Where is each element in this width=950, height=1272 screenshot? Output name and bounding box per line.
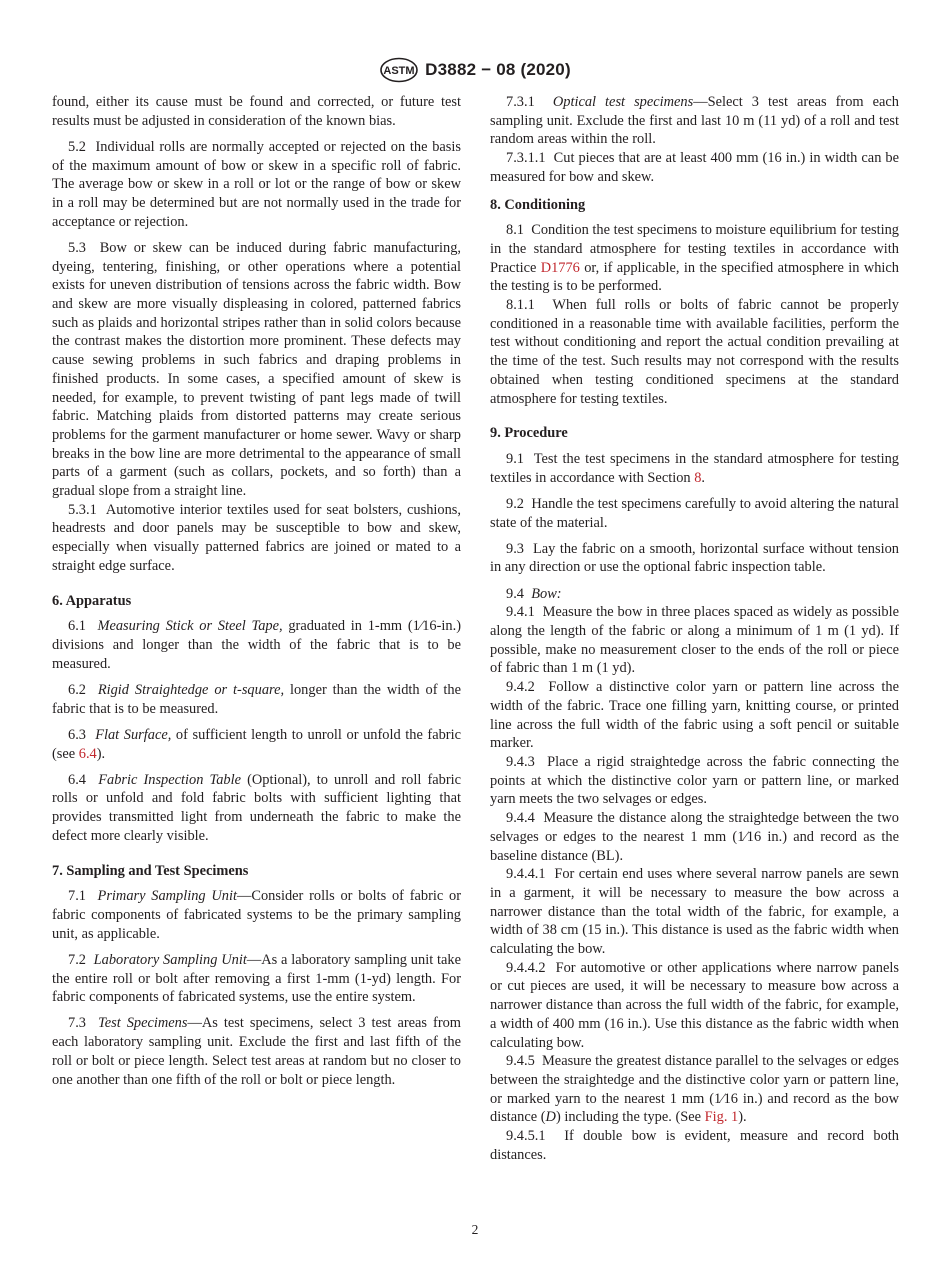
section-heading-8: 8. Conditioning [490, 196, 586, 213]
page-header [0, 57, 950, 83]
link-section-6-4[interactable]: 6.4 [78, 745, 97, 762]
section-heading-9: 9. Procedure [490, 425, 568, 442]
paragraph-9-3: 9.3 Lay the fabric on a smooth, horizontal surface without tension in any direction or use the optional fabric inspection table. [490, 540, 899, 576]
paragraph-6-1: 6.1 Measuring Stick or Steel Tape, graduated in 1-mm (1⁄16-in.) divisions and longer than the width of the fabric that is to be measured. [52, 618, 461, 672]
paragraph-9-4-1: 9.4.1 Measure the bow in three places spaced as widely as possible along the length of the fabric or along a minimum of 1 m (1 yd). If possible, make no measurement closer to the ends of the roll or piece of fabric than 1 m (1 yd). [490, 604, 899, 677]
paragraph-9-4-2: 9.4.2 Follow a distinctive color yarn or pattern line across the width of the fabric. Trace one filling yarn, knitting course, or printed line across the full width of the fabric using a soft pencil or suitable marker. [490, 679, 900, 752]
paragraph-7-3-1-1: 7.3.1.1 Cut pieces that are at least 400 mm (16 in.) in width can be measured for bow and skew. [490, 150, 900, 185]
paragraph-9-4-5: 9.4.5 Measure the greatest distance parallel to the selvages or edges between the straightedge and the distinctive color yarn or pattern line, or marked yarn to the nearest 1 mm (1⁄16 in.) and record as the bow distance (D) including the type. (See Fig. 1). [490, 1053, 899, 1126]
paragraph-9-4-4-2: 9.4.4.2 For automotive or other applications where narrow panels or cut pieces are used, it will be necessary to measure bow across a narrower distance than across the full width of the fabric, for example, a width of 400 mm (16 in.). Use this distance as the fabric width when calculating bow. [490, 959, 899, 1051]
section-heading-6: 6. Apparatus [52, 592, 132, 609]
paragraph-7-1: 7.1 Primary Sampling Unit—Consider rolls or bolts of fabric or fabric components of fabricated systems to be the primary sampling unit, as applicable. [52, 888, 462, 942]
right-column [490, 93, 899, 1164]
paragraph-6-4: 6.4 Fabric Inspection Table (Optional), to unroll and roll fabric rolls or unfold and fold fabric bolts with sufficient lighting that provides transmitted light from underneath the fabric to make the defect more clearly visible. [52, 771, 461, 844]
paragraph-9-4-5-1: 9.4.5.1 If double bow is evident, measure and record both distances. [490, 1128, 899, 1163]
paragraph-6-3: 6.3 Flat Surface, of sufficient length to unroll or unfold the fabric (see 6.4). [52, 726, 461, 762]
left-column [52, 93, 461, 1089]
paragraph-9-2: 9.2 Handle the test specimens carefully to avoid altering the natural state of the material. [490, 495, 900, 531]
paragraph-9-1: 9.1 Test the test specimens in the standard atmosphere for testing textiles in accordance with Section 8. [490, 450, 899, 486]
page-number: 2 [471, 1222, 479, 1237]
paragraph-9-4-4-1: 9.4.4.1 For certain end uses where several narrow panels are sewn in a garment, it will be necessary to measure the bow across a narrower distance than the total width of the fabric, for example, a width of 38 cm (15 in.). This distance is used as the fabric width when calculating the bow. [490, 866, 900, 958]
section-heading-7: 7. Sampling and Test Specimens [52, 862, 249, 879]
paragraph-9-4: 9.4 Bow: [506, 585, 562, 602]
paragraph-8-1-1: 8.1.1 When full rolls or bolts of fabric cannot be properly conditioned in a reasonable time with available facilities, perform the test without conditioning and report the actual condition prevailing at the time of the test. Such results may not correspond with the results obtained when testing conditioned specimens at the standard atmosphere for testing textiles. [490, 297, 900, 407]
paragraph-9-4-4: 9.4.4 Measure the distance along the straightedge between the two selvages or edges to the nearest 1 mm (1⁄16 in.) and record as the baseline distance (BL). [490, 810, 899, 864]
paragraph-5-3: 5.3 Bow or skew can be induced during fabric manufacturing, dyeing, tentering, finishing, or other operations where a potential exists for uneven distribution of tensions across the fabric width. Bow and skew are more visually displeasing in colored, patterned fabrics such as plaids and horizontal stripes rather than in solid colors because the contrast makes the distortion more prominent. These defects may cause sewing problems in such fabrics and draping problems in finished products. In some cases, a specified amount of skew is needed, for example, to prevent twisting of pant legs made of twill fabric. Matching plaids from distorted patterns may create serious problems for the garment manufacturer or home sewer. Wavy or sharp breaks in the bow line are more detrimental to the appearance of small parts of a garment (such as collars, pockets, and so forth) than a gradual slope from a straight line. [52, 239, 461, 500]
paragraph-8-1: 8.1 Condition the test specimens to moisture equilibrium for testing in the standard atmosphere for testing textiles in accordance with Practice D1776 or, if applicable, in the specified atmosphere in which the testing is to be performed. [490, 222, 899, 295]
paragraph-7-2: 7.2 Laboratory Sampling Unit—As a laboratory sampling unit take the entire roll or bolt after removing a first 1-mm (1-yd) length. For fabric components of fabricated systems, use the entire system. [52, 951, 461, 1006]
paragraph-6-2: 6.2 Rigid Straightedge or t-square, longer than the width of the fabric that is to be measured. [52, 681, 461, 717]
paragraph-7-3: 7.3 Test Specimens—As test specimens, select 3 test areas from each laboratory sampling unit. Exclude the first and last fifth of the roll or bolt or piece length. Select test areas at random but no closer to one another than one fifth of the roll or bolt or piece length. [52, 1015, 461, 1088]
paragraph-5-2: 5.2 Individual rolls are normally accepted or rejected on the basis of the maximum amount of bow or skew in a specific roll of fabric. The average bow or skew in a roll or lot or the range of bow or skew in a roll may be determined but are not normally used in the trade for acceptance or rejection. [52, 138, 461, 230]
document-designation: D3882 − 08 (2020) [425, 60, 571, 79]
paragraph-5-1-continued: found, either its cause must be found and corrected, or future test results must be adjusted in consideration of the known bias. [52, 94, 461, 129]
paragraph-5-3-1: 5.3.1 Automotive interior textiles used for seat bolsters, cushions, headrests and door panels may be susceptible to bow and skew, especially when visually patterned fabrics are joined or mated to a straight edge surface. [52, 501, 461, 574]
paragraph-7-3-1: 7.3.1 Optical test specimens—Select 3 test areas from each sampling unit. Exclude the first and last 10 m (11 yd) of a roll and test random areas within the roll. [490, 94, 899, 148]
paragraph-9-4-3: 9.4.3 Place a rigid straightedge across the fabric connecting the points at which the distinctive color yarn or pattern line, or marked yarn meets the two selvages or edges. [490, 754, 900, 808]
svg-text:ASTM: ASTM [383, 65, 415, 77]
link-figure-1[interactable]: Fig. 1 [704, 1109, 739, 1126]
astm-logo-icon [379, 57, 419, 83]
link-section-8[interactable]: 8 [694, 469, 702, 486]
link-practice-d1776[interactable]: D1776 [540, 259, 580, 276]
